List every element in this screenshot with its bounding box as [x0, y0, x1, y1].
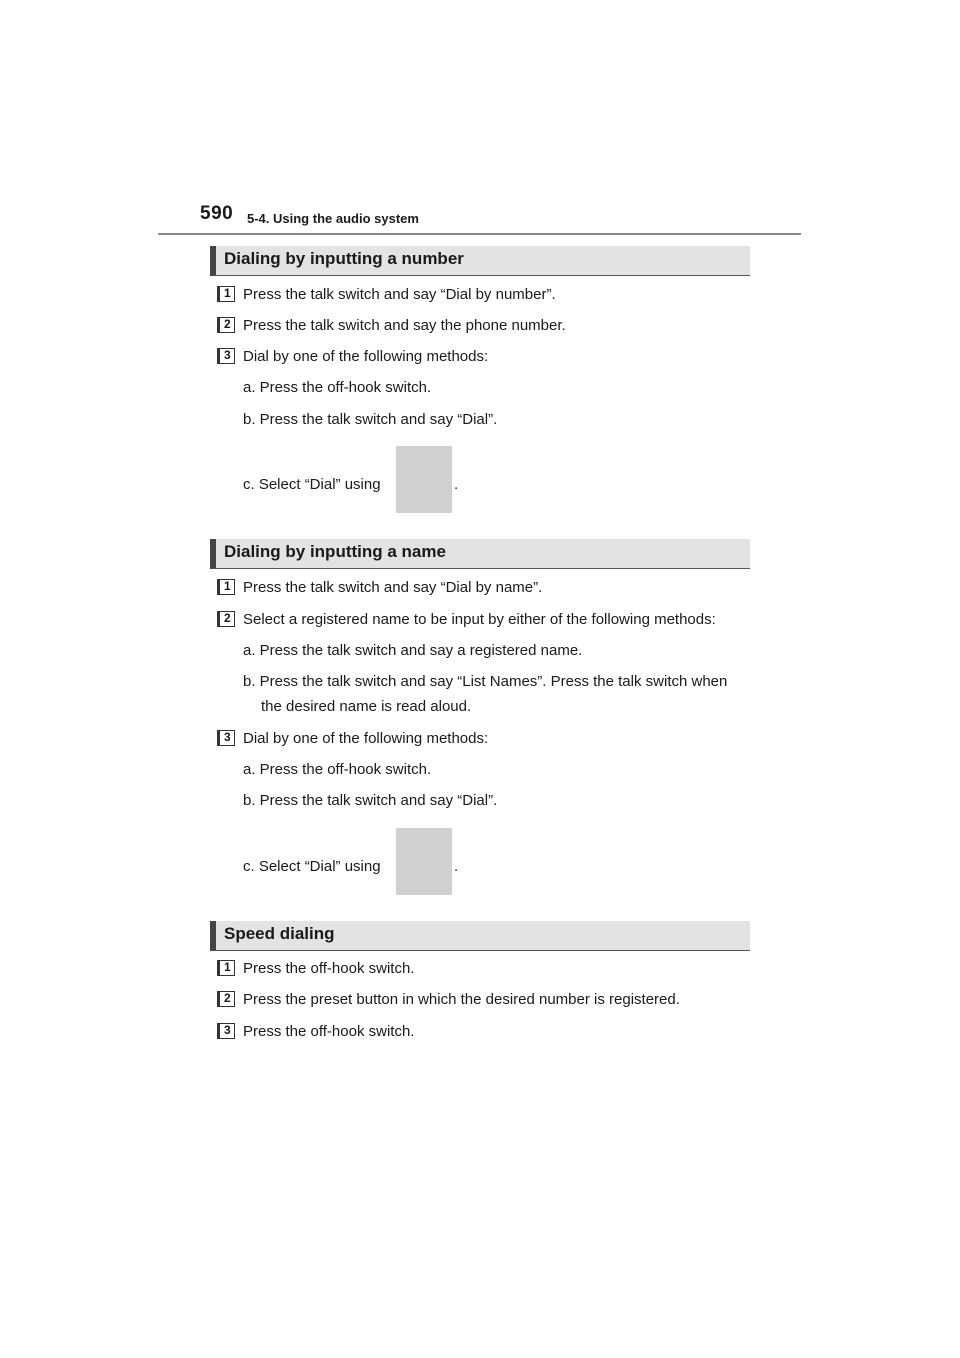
- step-number: 3: [217, 348, 235, 364]
- section-title-bar: [210, 539, 750, 569]
- step-number: 3: [217, 1023, 235, 1039]
- sub-item: c. Select “Dial” using: [243, 858, 381, 875]
- step-text: Press the preset button in which the desired number is registered.: [243, 991, 680, 1008]
- step-number: 2: [217, 991, 235, 1007]
- sub-item: b. Press the talk switch and say “Dial”.: [243, 411, 498, 428]
- step-text: Press the off-hook switch.: [243, 960, 415, 977]
- sentence-period: .: [454, 476, 459, 493]
- page-number: 590: [200, 203, 234, 224]
- step-text: Press the talk switch and say “Dial by number”.: [243, 286, 556, 303]
- section-title: Speed dialing: [224, 924, 335, 943]
- sub-item: b. Press the talk switch and say “List Names”. Press the talk switch when: [243, 673, 728, 690]
- section-title: Dialing by inputting a number: [224, 249, 464, 268]
- section-title-bar: [210, 246, 750, 276]
- sub-item: c. Select “Dial” using: [243, 476, 381, 493]
- step-number: 2: [217, 317, 235, 333]
- header-divider: [158, 233, 801, 235]
- steering-switch-icon: [396, 446, 452, 513]
- step-text: Dial by one of the following methods:: [243, 730, 489, 747]
- chapter-title: 5-4. Using the audio system: [247, 211, 419, 226]
- step-text: Select a registered name to be input by either of the following methods:: [243, 611, 716, 628]
- sub-item: a. Press the talk switch and say a registered name.: [243, 642, 583, 659]
- step-number: 1: [217, 960, 235, 976]
- step-number: 3: [217, 730, 235, 746]
- section-title: Dialing by inputting a name: [224, 542, 446, 561]
- sentence-period: .: [454, 858, 459, 875]
- step-text: Press the talk switch and say the phone number.: [243, 317, 566, 334]
- section-title-bar: [210, 921, 750, 951]
- step-text: Press the talk switch and say “Dial by name”.: [243, 579, 543, 596]
- step-text: Dial by one of the following methods:: [243, 348, 489, 365]
- steering-switch-icon: [396, 828, 452, 895]
- sub-item: a. Press the off-hook switch.: [243, 761, 432, 778]
- sub-item: b. Press the talk switch and say “Dial”.: [243, 792, 498, 809]
- step-number: 2: [217, 611, 235, 627]
- step-text: Press the off-hook switch.: [243, 1023, 415, 1040]
- sub-item: a. Press the off-hook switch.: [243, 379, 432, 396]
- sub-item-continuation: the desired name is read aloud.: [261, 698, 472, 715]
- step-number: 1: [217, 579, 235, 595]
- step-number: 1: [217, 286, 235, 302]
